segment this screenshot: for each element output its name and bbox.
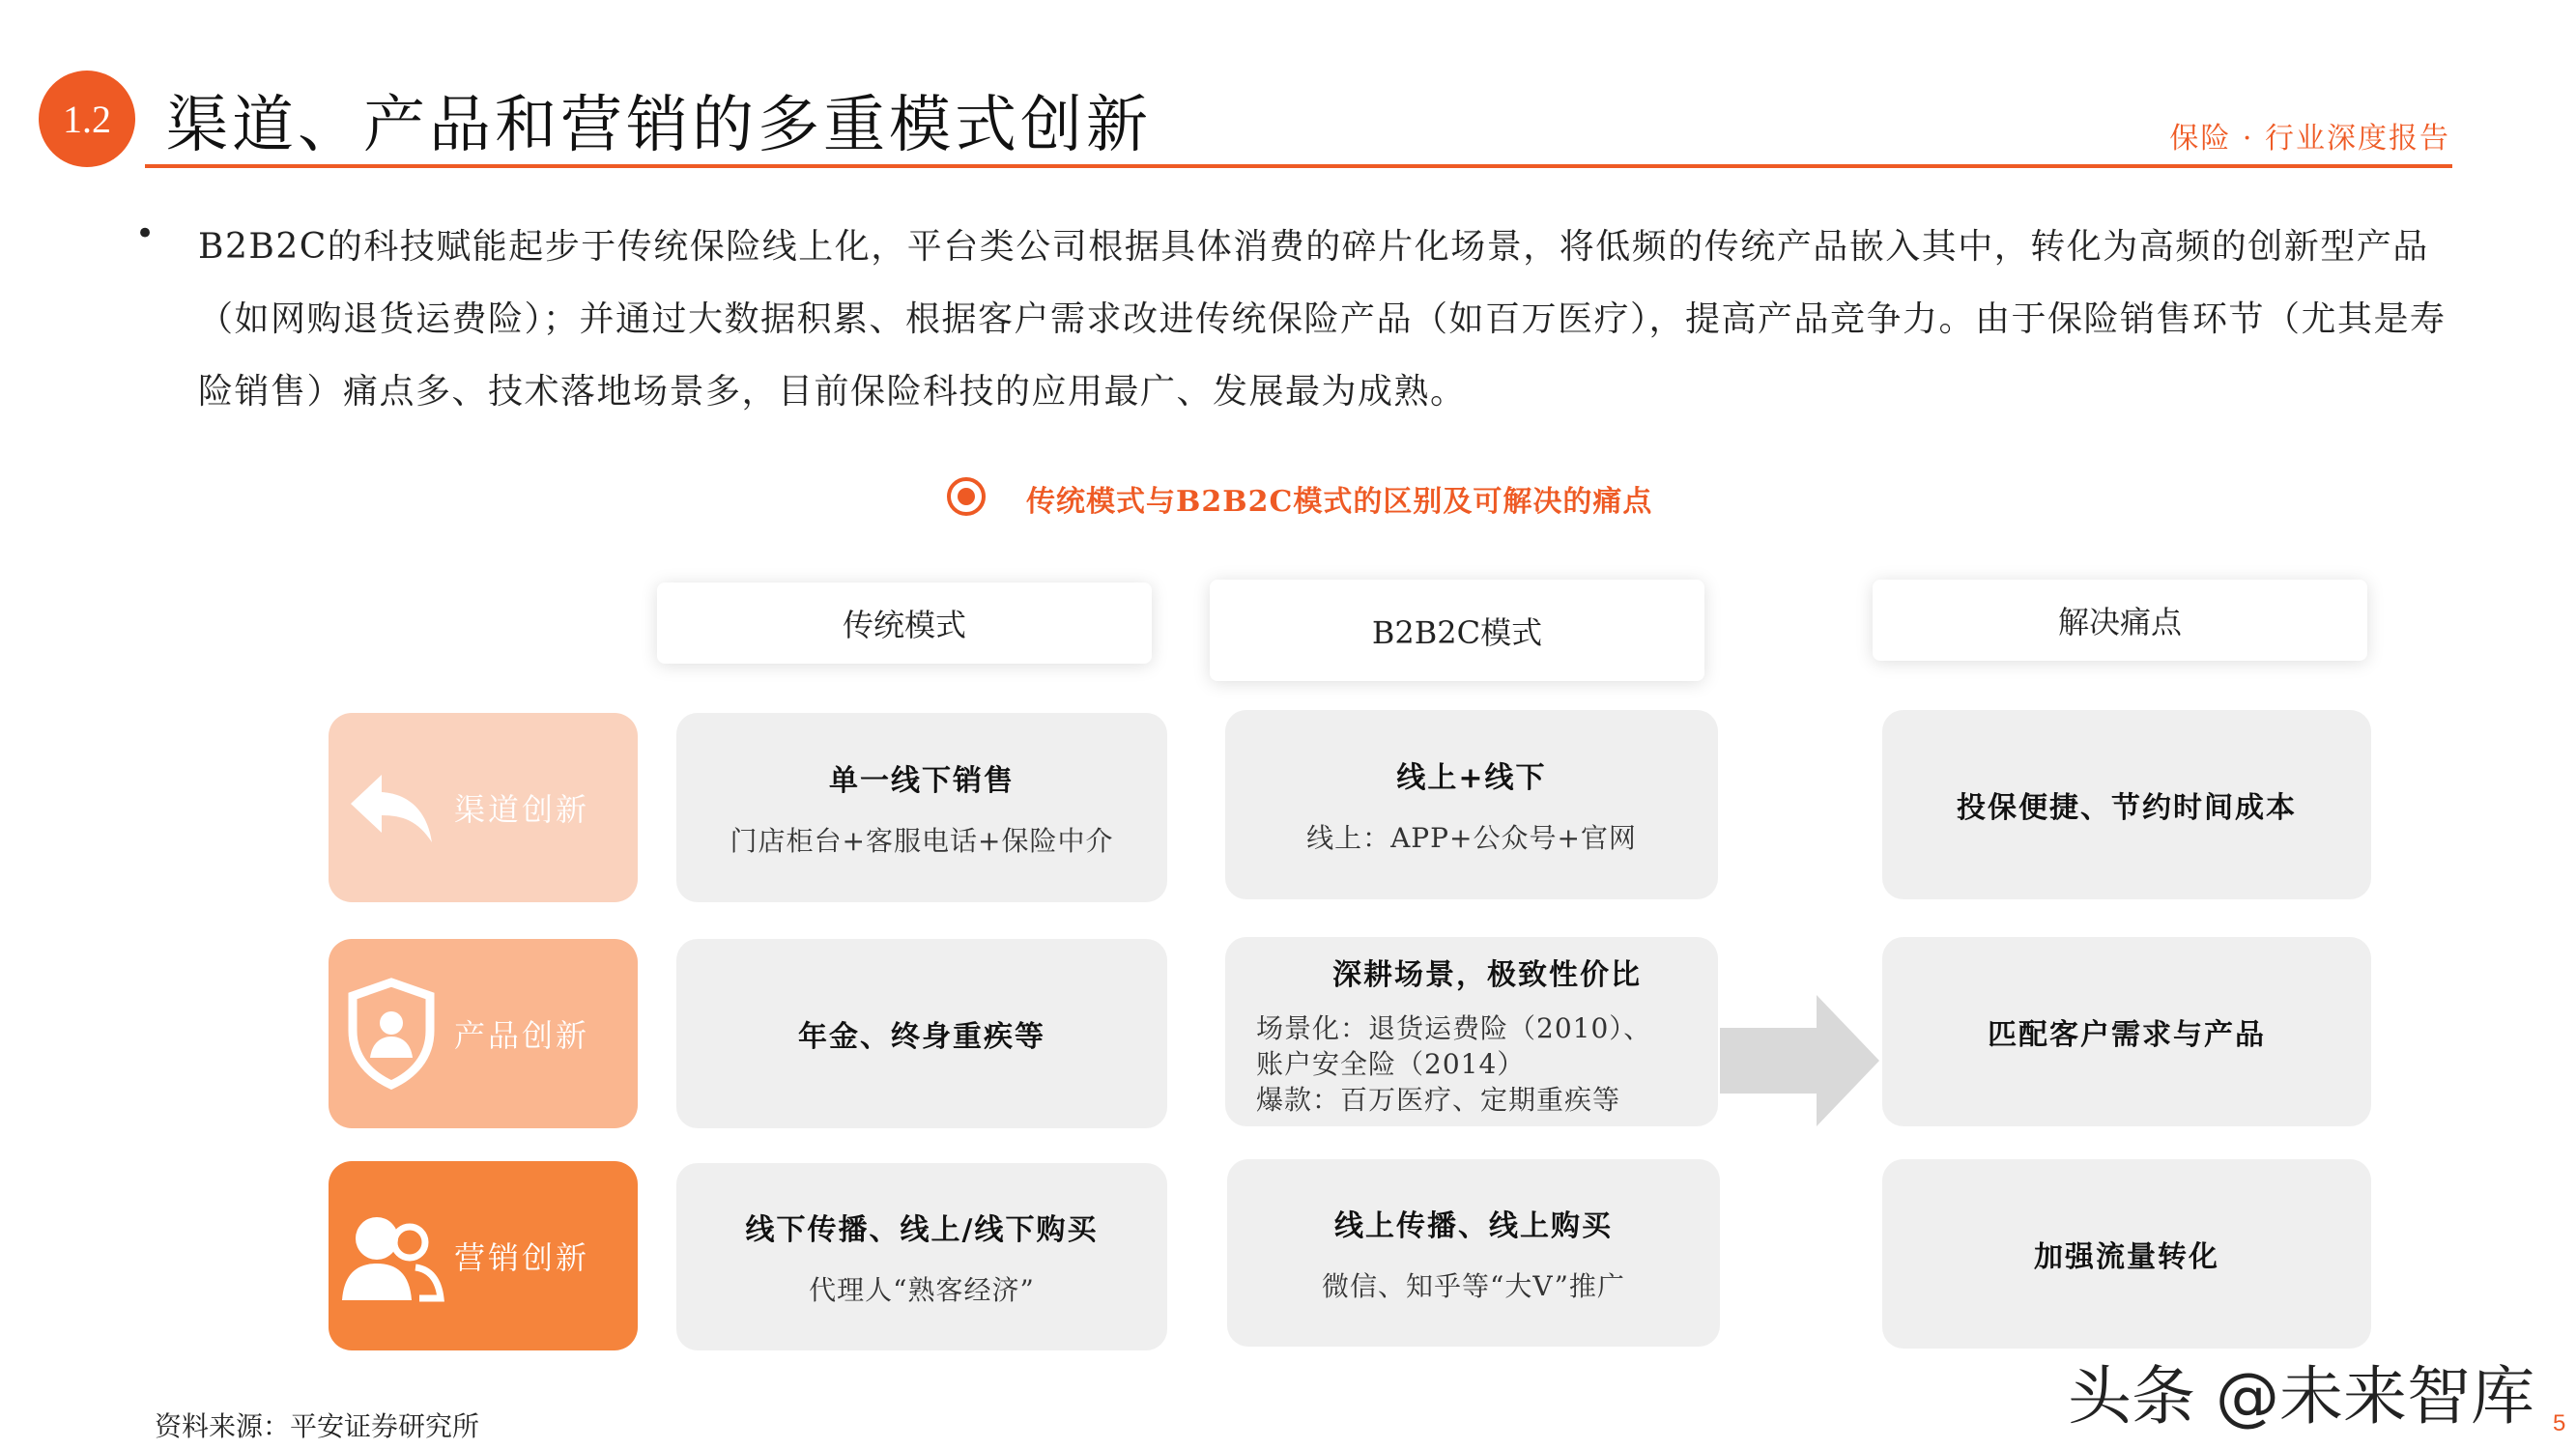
solution-channel-box	[1882, 710, 2371, 899]
category-label: 营销创新	[454, 1239, 590, 1276]
box-title: 加强流量转化	[2034, 1240, 2219, 1274]
reply-arrow-icon	[329, 730, 454, 885]
b2b2c-product-box	[1225, 937, 1718, 1126]
watermark: 头条 @未来智库	[2068, 1359, 2534, 1434]
category-product-innovation	[329, 939, 638, 1128]
detail-line: 账户安全险（2014）	[1256, 1048, 1526, 1080]
box-title: 线上传播、线上购买	[1334, 1209, 1613, 1243]
figure-caption: 传统模式与B2B2C模式的区别及可解决的痛点	[1026, 485, 1653, 519]
shield-person-icon	[329, 956, 454, 1111]
target-circle-icon	[947, 477, 986, 516]
b2b2c-marketing-box	[1227, 1159, 1720, 1347]
box-title: 年金、终身重疾等	[798, 1020, 1045, 1054]
bullet-paragraph: B2B2C的科技赋能起步于传统保险线上化，平台类公司根据具体消费的碎片化场景，将低频的传统产品嵌入其中，转化为高频的创新型产品（如网购退货运费险）；并通过大数据积累、根据客户需求改进传统保险产品（如百万医疗），提高产品竞争力。由于保险销售环节（尤其是寿险销售）痛点多、技术落地场景多，目前保险科技的应用最广、发展最为成熟。	[198, 227, 2447, 412]
box-title: 线上+线下	[1396, 761, 1547, 795]
category-label: 渠道创新	[454, 791, 590, 828]
box-title: 线下传播、线上/线下购买	[745, 1213, 1099, 1247]
traditional-marketing-box	[676, 1163, 1167, 1350]
page-title: 渠道、产品和营销的多重模式创新	[166, 90, 1152, 161]
b2b2c-channel-box	[1225, 710, 1718, 899]
section-number-badge: 1.2	[39, 71, 135, 167]
column-header-b2b2c: B2B2C模式	[1210, 580, 1704, 681]
page-number: 5	[2553, 1410, 2566, 1436]
box-detail-lines	[1256, 1010, 1651, 1118]
box-title: 匹配客户需求与产品	[1988, 1018, 2266, 1052]
people-icon	[329, 1179, 454, 1333]
bullet-marker: •	[135, 214, 156, 253]
category-marketing-innovation	[329, 1161, 638, 1350]
traditional-product-box	[676, 939, 1167, 1128]
box-title: 投保便捷、节约时间成本	[1957, 791, 2297, 825]
box-title: 单一线下销售	[829, 764, 1015, 798]
traditional-channel-box	[676, 713, 1167, 902]
detail-line: 爆款：百万医疗、定期重疾等	[1256, 1084, 1621, 1116]
category-label: 产品创新	[454, 1017, 590, 1054]
title-underline	[145, 164, 2452, 168]
box-title: 深耕场景，极致性价比	[1332, 958, 1642, 992]
column-header-solution: 解决痛点	[1873, 580, 2367, 661]
solution-product-box	[1882, 937, 2371, 1126]
right-arrow-icon	[1720, 995, 1879, 1130]
column-header-traditional: 传统模式	[657, 582, 1152, 664]
box-subtitle: 线上：APP+公众号+官网	[1306, 822, 1637, 854]
box-subtitle: 微信、知乎等“大V”推广	[1322, 1270, 1625, 1302]
category-channel-innovation	[329, 713, 638, 902]
solution-marketing-box	[1882, 1159, 2371, 1349]
box-subtitle: 门店柜台+客服电话+保险中介	[730, 825, 1114, 857]
report-tag: 保险 · 行业深度报告	[2169, 122, 2450, 156]
detail-line: 场景化：退货运费险（2010）、	[1256, 1012, 1652, 1044]
source-note: 资料来源：平安证券研究所	[155, 1410, 480, 1442]
box-subtitle: 代理人“熟客经济”	[809, 1274, 1035, 1306]
